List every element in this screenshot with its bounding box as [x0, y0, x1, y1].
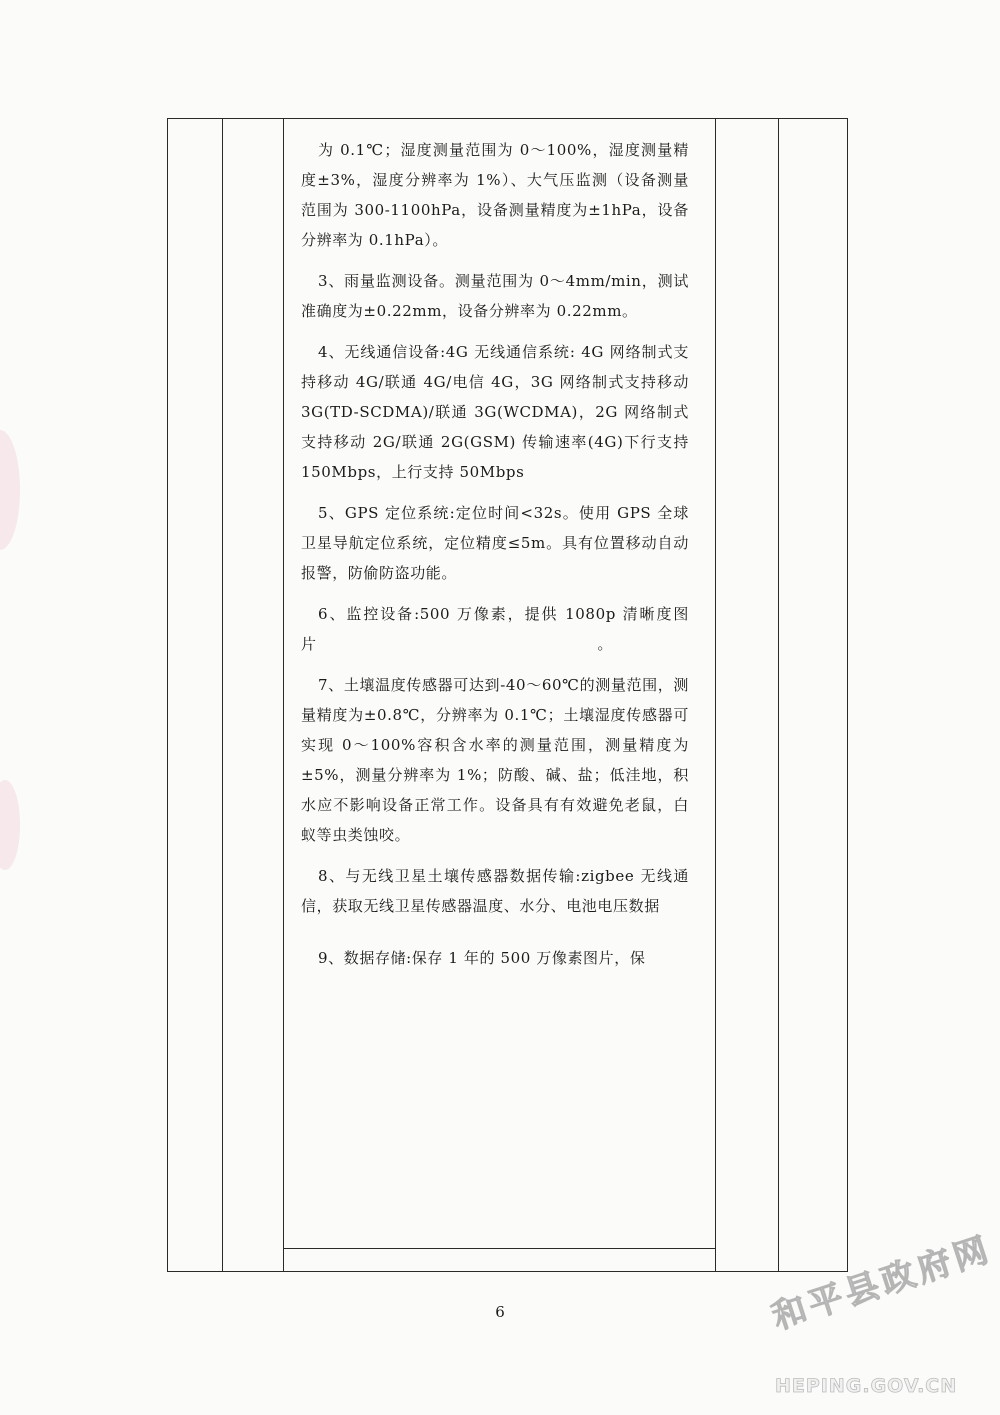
watermark-site-name: 和平县政府网	[767, 1229, 997, 1338]
spec-paragraph: 为 0.1℃；湿度测量范围为 0～100%，湿度测量精度±3%，湿度分辨率为 1%）、大气压监测（设备测量范围为 300-1100hPa，设备测量精度为±1hPa，设备分辨率为 0.1hPa）。	[301, 141, 689, 249]
spec-paragraph: 5、GPS 定位系统:定位时间<32s。使用 GPS 全球卫星导航定位系统，定位精度≤5m。具有位置移动自动报警，防偷防盗功能。	[301, 504, 689, 582]
spec-paragraph: 7、土壤温度传感器可达到-40～60℃的测量范围，测量精度为±0.8℃，分辨率为 0.1℃；土壤湿度传感器可实现 0～100%容积含水率的测量范围，测量精度为±5%，测量分辨率为 1%；防酸、碱、盐；低洼地，积水应不影响设备正常工作。设备具有有效避免老鼠，白蚁等虫类蚀咬。	[301, 676, 689, 844]
paper-stain	[0, 780, 20, 870]
spec-paragraph: 4、无线通信设备:4G 无线通信系统: 4G 网络制式支持移动 4G/联通 4G/电信 4G，3G 网络制式支持移动 3G(TD-SCDMA)/联通 3G(WCDMA)，2G 网络制式支持移动 2G/联通 2G(GSM) 传输速率(4G)下行支持 150Mbps，上行支持 50Mbps	[301, 343, 689, 481]
watermark-url: HEPING.GOV.CN	[775, 1375, 958, 1397]
column-divider	[778, 118, 779, 1272]
specification-cell	[297, 135, 697, 1272]
column-divider	[222, 118, 223, 1272]
spec-paragraph: 8、与无线卫星土壤传感器数据传输:zigbee 无线通信，获取无线卫星传感器温度、水分、电池电压数据	[301, 867, 689, 915]
column-divider	[715, 118, 716, 1272]
spec-paragraph: 9、数据存储:保存 1 年的 500 万像素图片，保	[318, 949, 646, 967]
column-divider	[283, 118, 284, 1272]
spec-paragraph: 6、监控设备:500 万像素，提供 1080p 清晰度图片 。	[301, 605, 689, 653]
paper-stain	[0, 430, 20, 550]
spec-paragraph: 3、雨量监测设备。测量范围为 0～4mm/min，测试准确度为±0.22mm，设备分辨率为 0.22mm。	[301, 272, 689, 320]
page-number: 6	[495, 1303, 505, 1321]
